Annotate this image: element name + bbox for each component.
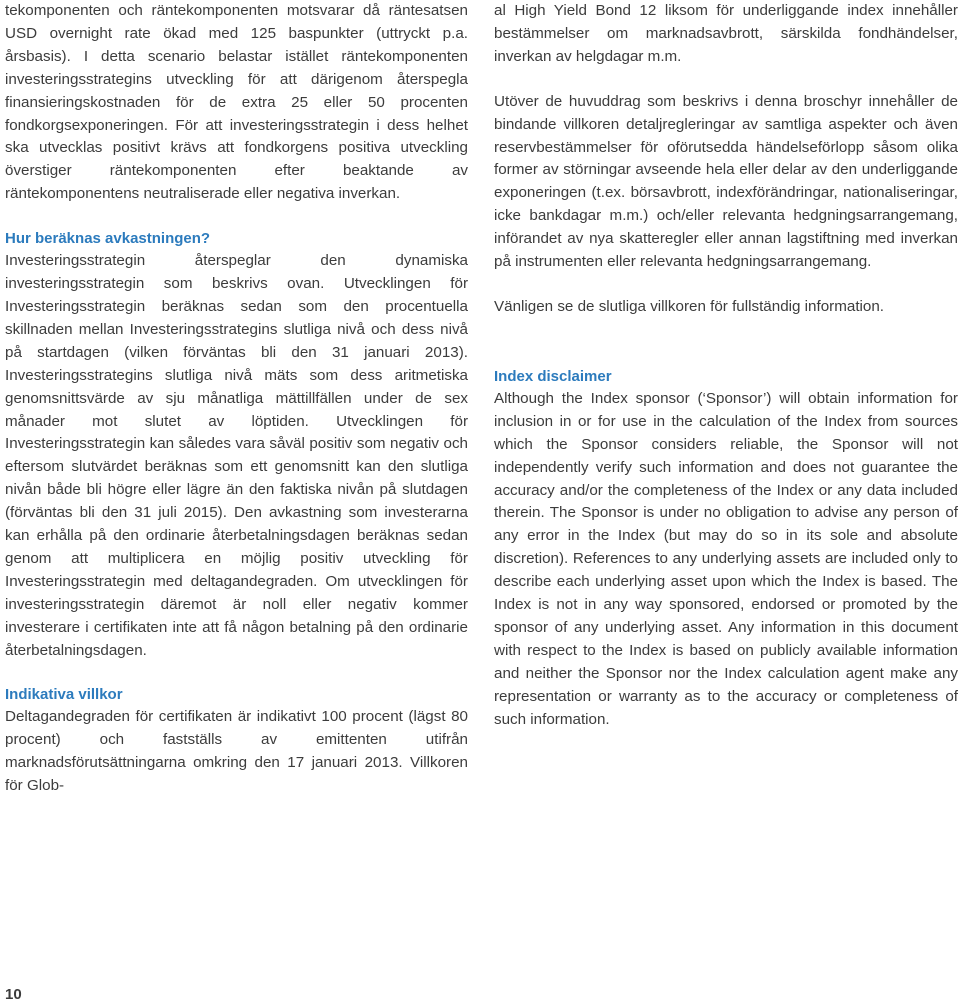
return-block: [5, 250, 468, 662]
continue-paragraph: al High Yield Bond 12 liksom för underliggande index innehåller bestämmelser om marknadsavbrott, särskilda fondhändelser, inverkan av helgdagar m.m.: [494, 2, 958, 65]
disclaimer-block: [494, 388, 958, 732]
intro-block: [5, 0, 468, 206]
disclaimer-paragraph: Although the Index sponsor (‘Sponsor’) will obtain information for inclusion in or for use in the calculation of the Index from sources which the Sponsor considers reliable, the Sponsor will not independently verify such information and does not guarantee the accuracy and/or the completeness of the Index or any data included therein. The Sponsor is under no obligation to advise any person of any error in the Index (but may do so in its sole and absolute discretion). References to any underlying assets are included only to describe each underlying asset upon which the Index is based. The Index is not in any way sponsored, endorsed or promoted by the sponsor of any underlying asset. Any information in this document with respect to the Index is based on publicly available information and neither the Sponsor nor the Index calculation agent make any representation or warranty as to the accuracy or completeness of such information.: [494, 389, 958, 728]
refer-paragraph: Vänligen se de slutliga villkoren för fullständig information.: [494, 297, 885, 315]
refer-block: [494, 296, 958, 319]
page-number: 10: [5, 986, 22, 1003]
right-column: [494, 0, 958, 731]
additional-block: [494, 91, 958, 274]
terms-paragraph: Deltagandegraden för certifikaten är indikativt 100 procent (lägst 80 procent) och fastställs av emittenten utifrån marknadsförutsättningarna omkring den 17 januari 2013. Villkoren för Glob-: [5, 708, 468, 795]
terms-block: [5, 706, 468, 798]
heading-indicative-terms: Indikativa villkor: [5, 686, 123, 704]
heading-return-calculation: Hur beräknas avkastningen?: [5, 230, 211, 248]
intro-paragraph: tekomponenten och räntekomponenten motsvarar då räntesatsen USD overnight rate ökad med 125 baspunkter (uttryckt p.a. årsbasis). I detta scenario belastar istället räntekomponenten investeringsstrategins utveckling för att därigenom återspegla finansieringskostnaden för de extra 25 eller 50 procenten fondkorgsexponeringen. För att investeringsstrategin i dess helhet ska utvecklas positivt krävs att fondkorgens positiva utveckling överstiger räntekomponenten efter beaktande av räntekomponentens neutraliserade eller negativa inverkan.: [5, 2, 468, 203]
additional-terms-paragraph: Utöver de huvuddrag som beskrivs i denna broschyr innehåller de bindande villkoren detaljregleringar av samtliga aspekter och även reservbestämmelser för oförutsedda händelseförlopp såsom olika former av störningar avseende hela eller delar av den underliggande exponeringen (t.ex. börsavbrott, indexförändringar, nationaliseringar, icke bankdagar m.m.) och/eller relevanta hedgningsarrangemang, införandet av nya skatteregler eller annan lagstiftning med inverkan på instrumenten eller relevanta hedgningsarrangemang.: [494, 92, 958, 271]
heading-index-disclaimer: Index disclaimer: [494, 367, 612, 385]
continue-block: [494, 0, 958, 69]
left-column: [5, 0, 468, 798]
return-paragraph: Investeringsstrategin återspeglar den dynamiska investeringsstrategin som beskrivs ovan. Utvecklingen för Investeringsstrategin beräknas sedan som den procentuella skillnaden mellan Investeringsstrategins slutliga nivå och dess nivå på startdagen (vilken förväntas bli den 31 januari 2013). Investeringsstrategins slutliga nivå mäts som dess aritmetiska genomsnittsvärde av sju månatliga mättillfällen under de sex månader mot slutet av löptiden. Utvecklingen för Investeringsstrategin kan således vara såväl positiv som negativ och eftersom slutvärdet beräknas som ett genomsnitt kan den slutliga nivån både bli högre eller lägre än den faktiska nivån på slutdagen (förväntas bli den 31 juli 2015). Den avkastning som investerarna kan erhålla på den ordinarie återbetalningsdagen beräknas sedan genom att multiplicera en möjlig positiv utveckling för Investeringsstrategin med deltagandegraden. Om utvecklingen för investeringsstrategin däremot är noll eller negativ kommer investerare i certifikaten inte att få någon betalning på den ordinarie återbetalningsdagen.: [5, 252, 468, 659]
